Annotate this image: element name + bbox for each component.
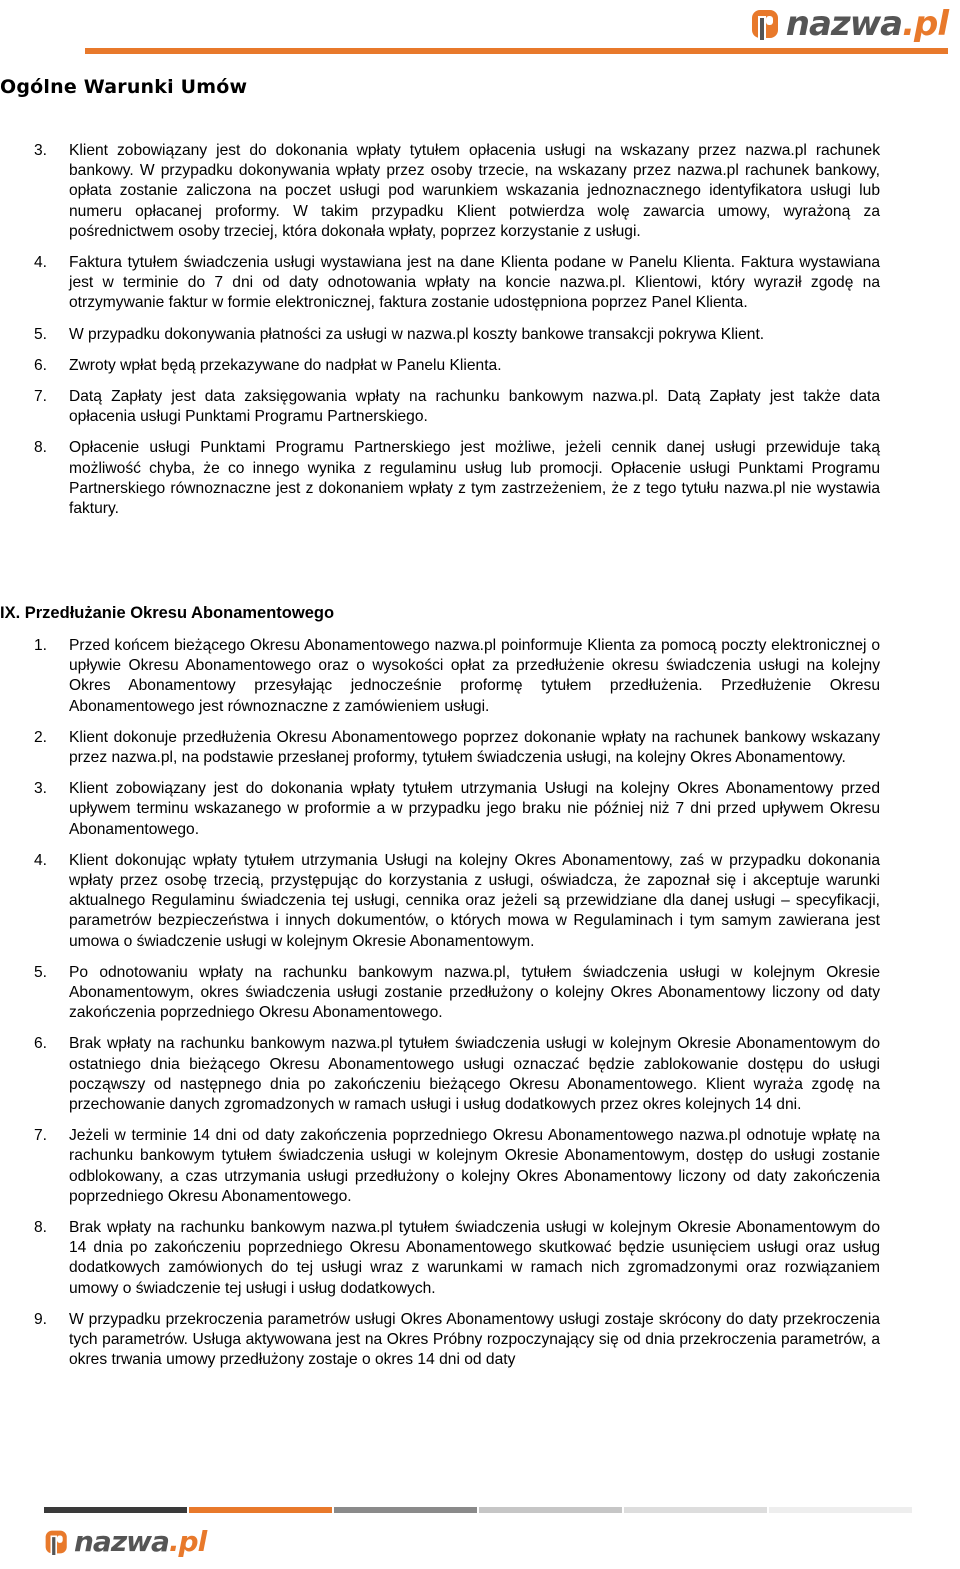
list-item [0,325,880,345]
list-item [0,141,880,242]
footer-bar-light [479,1507,622,1513]
list-item [0,1310,880,1371]
item-text: Zwroty wpłat będą przekazywane do nadpłat w Panelu Klienta. [69,356,502,374]
item-text: Jeżeli w terminie 14 dni od daty zakończenia poprzedniego Okresu Abonamentowego nazwa.pl odnotuje wpłatę na rachunku bankowym tytułem świadczenia usługi w kolejnym Okresie Abonamentowym, dostęp do usługi zostanie odblokowany, a czas utrzymania usługi przedłużony o kolejny Okres Abonamentowy liczony od daty zakończenia poprzedniego Okresu Abonamentowego. [69,1127,880,1205]
item-number: 2. [34,728,48,746]
item-number: 3. [34,780,48,798]
list-item [0,1218,880,1299]
item-text: Klient dokonując wpłaty tytułem utrzymania Usługi na kolejny Okres Abonamentowy, zaś w przypadku dokonania wpłaty przez osobę trzecią, przystępując do korzystania z usługi, oświadcza, że zapoznał się i akceptuje warunki aktualnego Regulaminu świadczenia tej usługi, cennika oraz jeżeli są przewidziane dla danej usługi – specyfikacji, parametrów bezpieczeństwa i innych dokumentów, o których mowa w Regulaminach i tym samym zawierana jest umowa o świadczenie usługi w kolejnym Okresie Abonamentowym. [69,851,880,950]
list-item [0,636,880,717]
item-number: 7. [34,1127,48,1145]
list-item [0,963,880,1024]
footer-bar-lighter [624,1507,767,1513]
item-number: 4. [34,851,48,869]
list-item [0,1034,880,1115]
section-heading: IX. Przedłużanie Okresu Abonamentowego [0,604,335,622]
list-item [0,387,880,427]
footer-bars [44,1507,914,1513]
footer-logo [44,1526,206,1558]
item-number: 5. [34,325,48,343]
footer-bar-dark [44,1507,187,1513]
footer-bar-accent [189,1507,332,1513]
logo-tld: .pl [902,4,948,44]
footer-logo-text [74,1526,206,1558]
item-text: Brak wpłaty na rachunku bankowym nazwa.pl tytułem świadczenia usługi w kolejnym Okresie Abonamentowym do ostatniego dnia bieżącego Okresu Abonamentowego usługi oznaczać będzie zablokowanie dostępu do usługi począwszy od następnego dnia po zakończeniu bieżącego Okresu Abonamentowego. Klient wyraża zgodę na przechowanie danych zgromadzonych w ramach usługi i usług dodatkowych przez okres kolejnych 14 dni. [69,1035,880,1114]
list-item [0,253,880,314]
item-text: Przed końcem bieżącego Okresu Abonamentowego nazwa.pl poinformuje Klienta za pomocą poczty elektronicznej o upływie Okresu Abonamentowego oraz o wysokości opłat za przedłużenie okresu świadczenia usługi na kolejny Okres Abonamentowy przesyłając jednocześnie proformę tytułem przedłużenia. Przedłużenie Okresu Abonamentowego jest równoznaczne z zamówieniem usługi. [69,637,880,715]
footer-logo-name: nazwa [74,1525,169,1558]
item-text: Datą Zapłaty jest data zaksięgowania wpłaty na rachunku bankowym nazwa.pl. Datą Zapłaty jest także data opłacenia usługi Punktami Programu Partnerskiego. [69,388,880,426]
item-number: 7. [34,388,48,406]
item-text: Brak wpłaty na rachunku bankowym nazwa.pl tytułem świadczenia usługi w kolejnym Okresie Abonamentowym do 14 dnia po zakończeniu poprzedniego Okresu Abonamentowego skutkować będzie usunięciem usługi oraz usług dodatkowych zamówionych do tej usługi wraz z warunkami w ramach nich zgromadzonymi oraz rozwiązaniem umowy o świadczenie tej usługi i usług dodatkowych. [69,1219,880,1297]
logo-mark-icon [750,6,782,42]
item-text: Po odnotowaniu wpłaty na rachunku bankowym nazwa.pl, tytułem świadczenia usługi w kolejnym Okresie Abonamentowym, okres świadczenia usługi zostanie przedłużony o kolejny Okres Abonamentowy liczony od daty zakończenia poprzedniego Okresu Abonamentowego. [69,963,880,1022]
footer-bar-mid [334,1507,477,1513]
document-title: Ogólne Warunki Umów [0,76,248,98]
item-number: 3. [34,142,48,159]
footer-logo-tld: .pl [168,1525,207,1558]
item-number: 9. [34,1310,48,1328]
item-number: 1. [34,637,48,654]
list-item [0,728,880,768]
item-number: 8. [34,439,48,457]
item-number: 5. [34,963,48,981]
list-item [0,356,880,376]
item-number: 6. [34,356,48,374]
footer-bar-lightest [769,1507,912,1513]
list-item [0,851,880,952]
renewal-terms-list [0,636,880,1382]
item-number: 6. [34,1035,48,1053]
list-item [0,438,880,519]
item-text: W przypadku przekroczenia parametrów usługi Okres Abonamentowy usługi zostaje skrócony do daty przekroczenia tych parametrów. Usługa aktywowana jest na Okres Próbny rozpoczynający się od dnia przekroczenia parametrów, a okres trwania umowy przedłużony zostaje o okres 14 dni od daty [69,1310,880,1369]
item-text: Klient zobowiązany jest do dokonania wpłaty tytułem opłacenia usługi na wskazany przez nazwa.pl rachunek bankowy. W przypadku dokonywania wpłaty przez osoby trzecie, na wskazany przez nazwa.pl rachunek bankowy, opłata zostanie zaliczona na poczet usługi pod warunkiem wskazania jednoznacznego identyfikatora usługi lub numeru opłacanej proformy. W takim przypadku Klient potwierdza wolę zawarcia umowy, wyrażoną za pośrednictwem osoby trzeciej, która dokonała wpłaty, poprzez korzystanie z usługi. [69,142,880,240]
payment-terms-list [0,141,880,530]
item-text: Opłacenie usługi Punktami Programu Partnerskiego jest możliwe, jeżeli cennik danej usługi przewiduje taką możliwość chyba, że co innego wynika z regulaminu usług lub promocji. Opłacenie usługi Punktami Programu Partnerskiego równoznaczne jest z dokonaniem wpłaty z tym zastrzeżeniem, że z tego tytułu nazwa.pl nie wystawia faktury. [69,439,880,518]
header-logo [750,6,948,42]
item-text: Klient dokonuje przedłużenia Okresu Abonamentowego poprzez dokonanie wpłaty na rachunek bankowy wskazany przez nazwa.pl, na podstawie przesłanej proformy, tytułem świadczenia usługi, na kolejny Okres Abonamentowy. [69,728,880,767]
item-text: Faktura tytułem świadczenia usługi wystawiana jest na dane Klienta podane w Panelu Klienta. Faktura wystawiana jest w terminie do 7 dni od daty odnotowania wpłaty na koncie nazwa.pl. Klientowi, który wyraził zgodę na otrzymywanie faktur w formie elektronicznej, faktura zostanie udostępniona poprzez Panel Klienta. [69,254,880,312]
list-item [0,779,880,840]
logo-name: nazwa [785,4,903,44]
header-rule [85,48,948,54]
item-number: 8. [34,1219,48,1237]
list-item [0,1126,880,1207]
logo-text [786,6,948,42]
item-number: 4. [34,254,48,272]
item-text: Klient zobowiązany jest do dokonania wpłaty tytułem utrzymania Usługi na kolejny Okres Abonamentowy przed upływem terminu wskazanego w proformie a w przypadku jego braku nie później niż 7 dni przed upływem Okresu Abonamentowego. [69,780,880,838]
item-text: W przypadku dokonywania płatności za usługi w nazwa.pl koszty bankowe transakcji pokrywa Klient. [69,325,765,343]
footer-logo-mark-icon [44,1527,70,1557]
